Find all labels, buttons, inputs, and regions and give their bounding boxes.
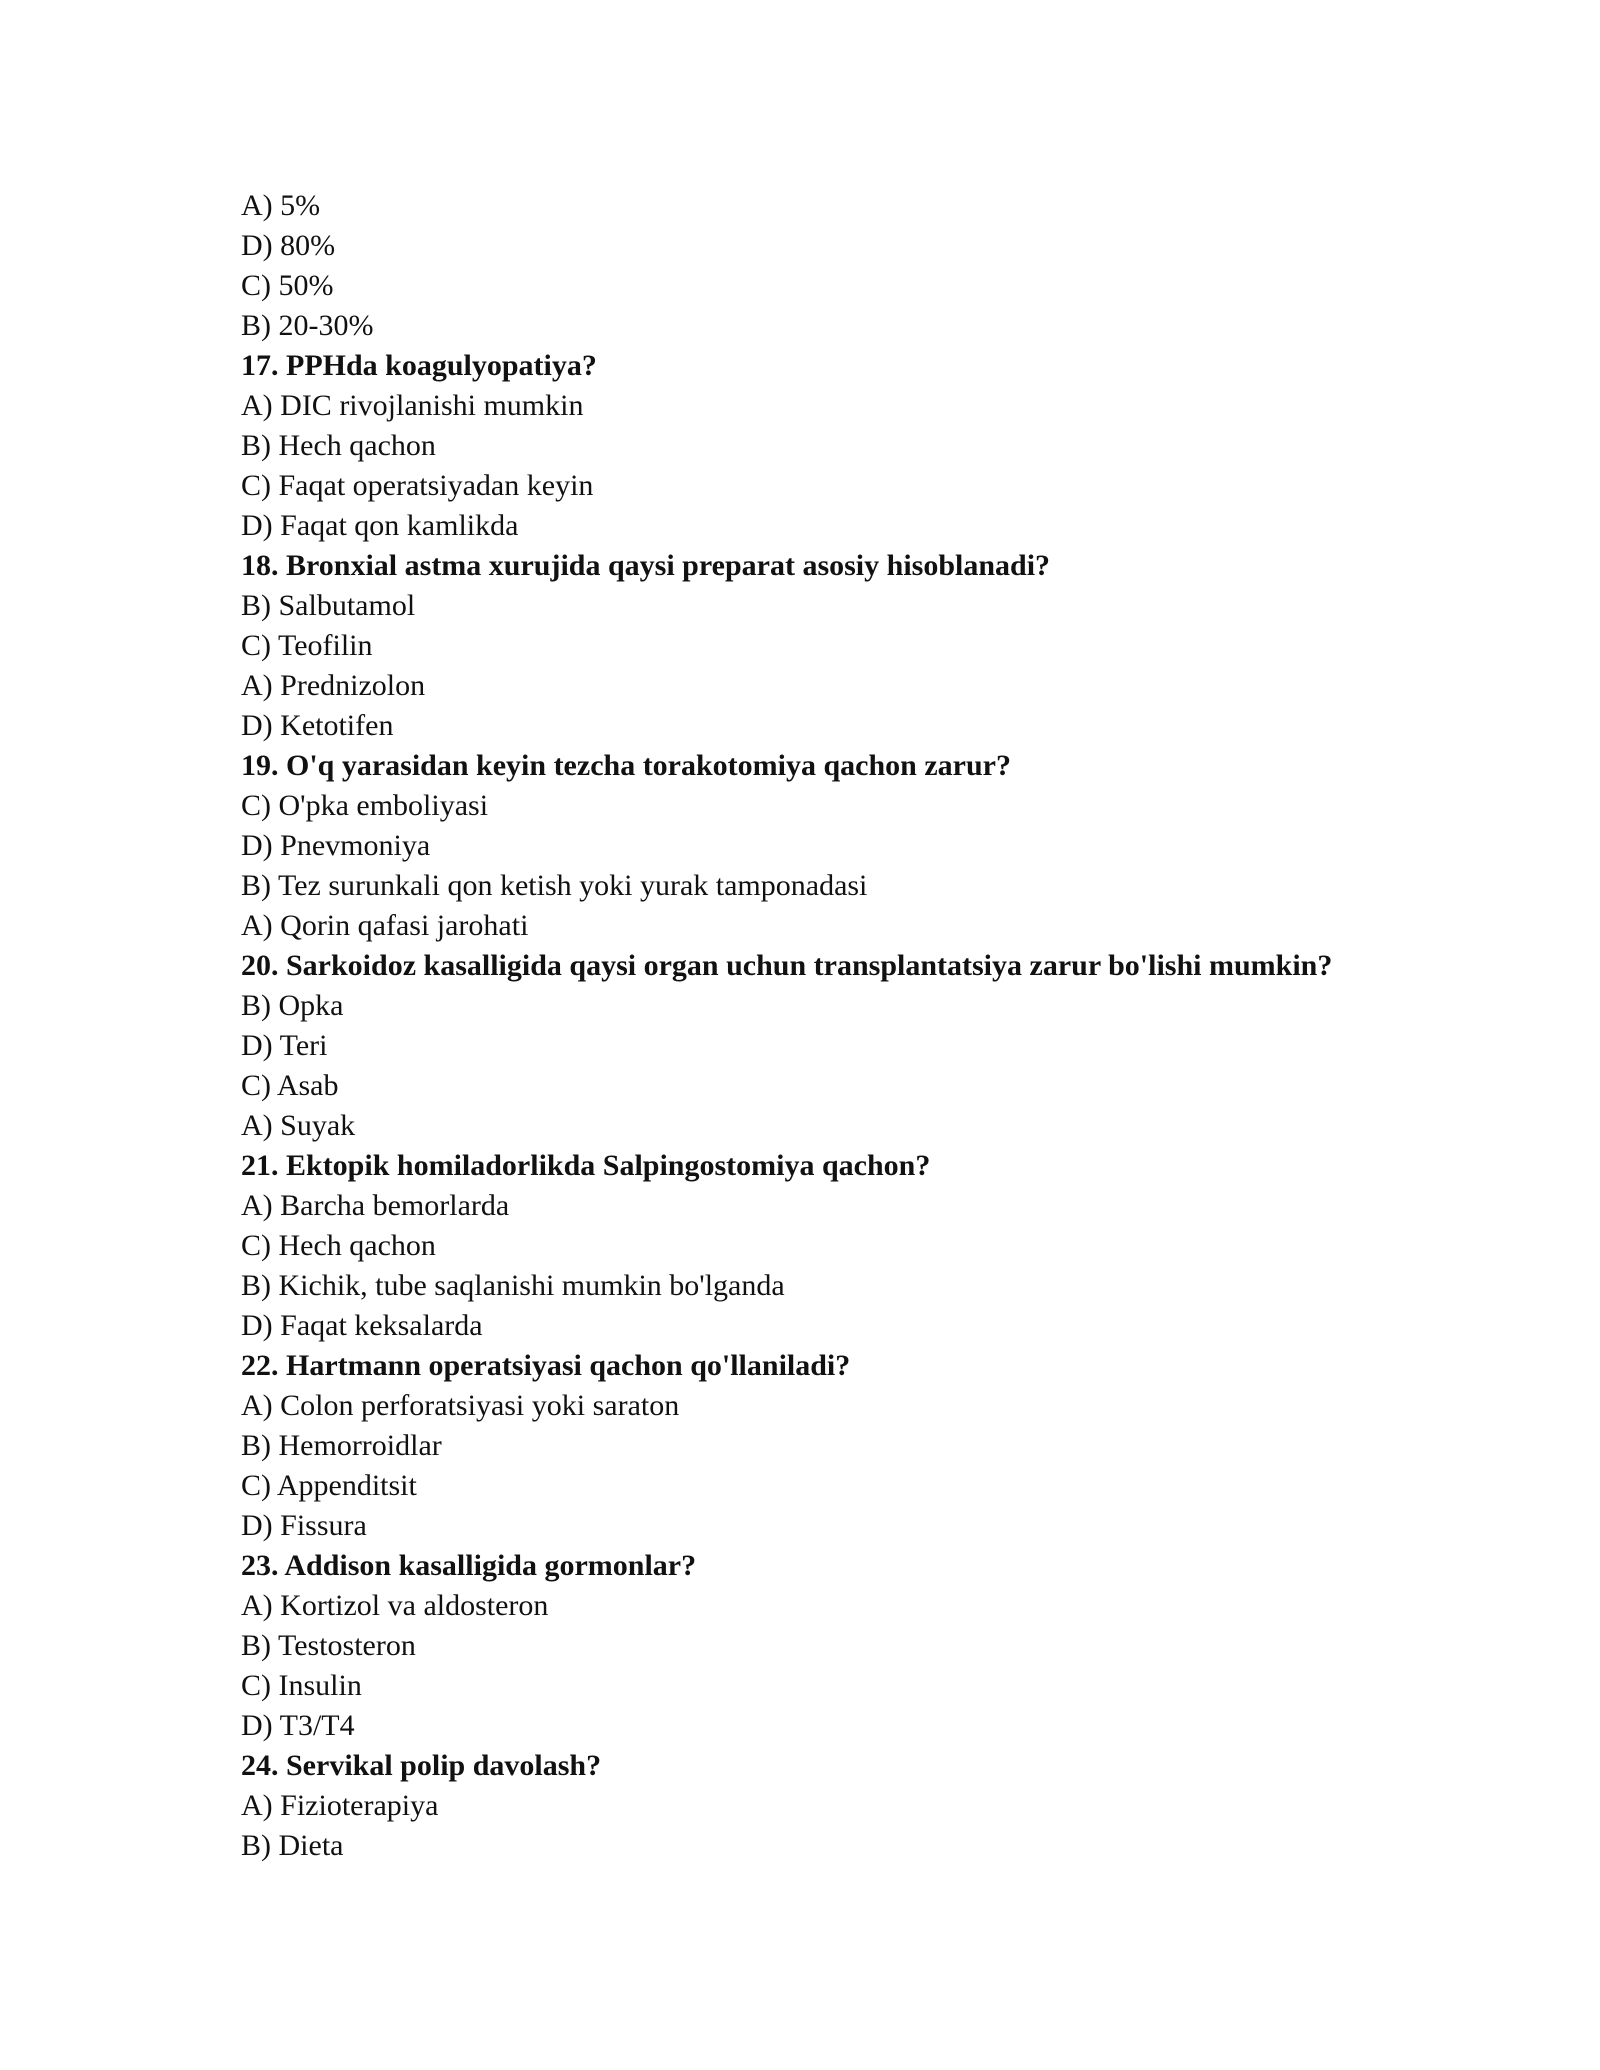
answer-option: C) Insulin <box>241 1669 362 1702</box>
answer-option: D) Fissura <box>241 1509 367 1542</box>
question-heading: 18. Bronxial astma xurujida qaysi preparat asosiy hisoblanadi? <box>241 549 1051 582</box>
answer-option: A) DIC rivojlanishi mumkin <box>241 389 584 422</box>
answer-option: C) O'pka emboliyasi <box>241 789 489 822</box>
answer-option: B) Hemorroidlar <box>241 1429 442 1462</box>
answer-option: C) 50% <box>241 269 334 302</box>
answer-option: B) Tez surunkali qon ketish yoki yurak tamponadasi <box>241 869 868 902</box>
answer-option: C) Hech qachon <box>241 1229 436 1262</box>
answer-option: D) Faqat keksalarda <box>241 1309 483 1342</box>
question-heading: 20. Sarkoidoz kasalligida qaysi organ uchun transplantatsiya zarur bo'lishi mumkin? <box>241 949 1333 982</box>
answer-option: C) Appenditsit <box>241 1469 417 1502</box>
question-heading: 21. Ektopik homiladorlikda Salpingostomiya qachon? <box>241 1149 931 1182</box>
answer-option: B) Dieta <box>241 1829 344 1862</box>
question-heading: 19. O'q yarasidan keyin tezcha torakotomiya qachon zarur? <box>241 749 1011 782</box>
answer-option: C) Faqat operatsiyadan keyin <box>241 469 594 502</box>
answer-option: C) Teofilin <box>241 629 373 662</box>
question-heading: 24. Servikal polip davolash? <box>241 1749 602 1782</box>
answer-option: A) Kortizol va aldosteron <box>241 1589 549 1622</box>
answer-option: C) Asab <box>241 1069 339 1102</box>
answer-option: D) Pnevmoniya <box>241 829 431 862</box>
answer-option: D) Faqat qon kamlikda <box>241 509 519 542</box>
answer-option: A) Barcha bemorlarda <box>241 1189 510 1222</box>
answer-option: D) Ketotifen <box>241 709 394 742</box>
answer-option: A) Colon perforatsiyasi yoki saraton <box>241 1389 680 1422</box>
answer-option: A) Suyak <box>241 1109 356 1142</box>
question-heading: 22. Hartmann operatsiyasi qachon qo'llaniladi? <box>241 1349 851 1382</box>
answer-option: D) Teri <box>241 1029 328 1062</box>
answer-option: A) Fizioterapiya <box>241 1789 439 1822</box>
answer-option: A) Prednizolon <box>241 669 426 702</box>
answer-option: D) T3/T4 <box>241 1709 355 1742</box>
answer-option: B) Salbutamol <box>241 589 416 622</box>
question-heading: 23. Addison kasalligida gormonlar? <box>241 1549 697 1582</box>
answer-option: B) Testosteron <box>241 1629 416 1662</box>
question-heading: 17. PPHda koagulyopatiya? <box>241 349 597 382</box>
answer-option: B) 20-30% <box>241 309 374 342</box>
answer-option: A) Qorin qafasi jarohati <box>241 909 529 942</box>
answer-option: B) Hech qachon <box>241 429 436 462</box>
quiz-text <box>241 186 1441 1866</box>
answer-option: B) Opka <box>241 989 344 1022</box>
answer-option: A) 5% <box>241 189 321 222</box>
answer-option: D) 80% <box>241 229 336 262</box>
answer-option: B) Kichik, tube saqlanishi mumkin bo'lganda <box>241 1269 785 1302</box>
